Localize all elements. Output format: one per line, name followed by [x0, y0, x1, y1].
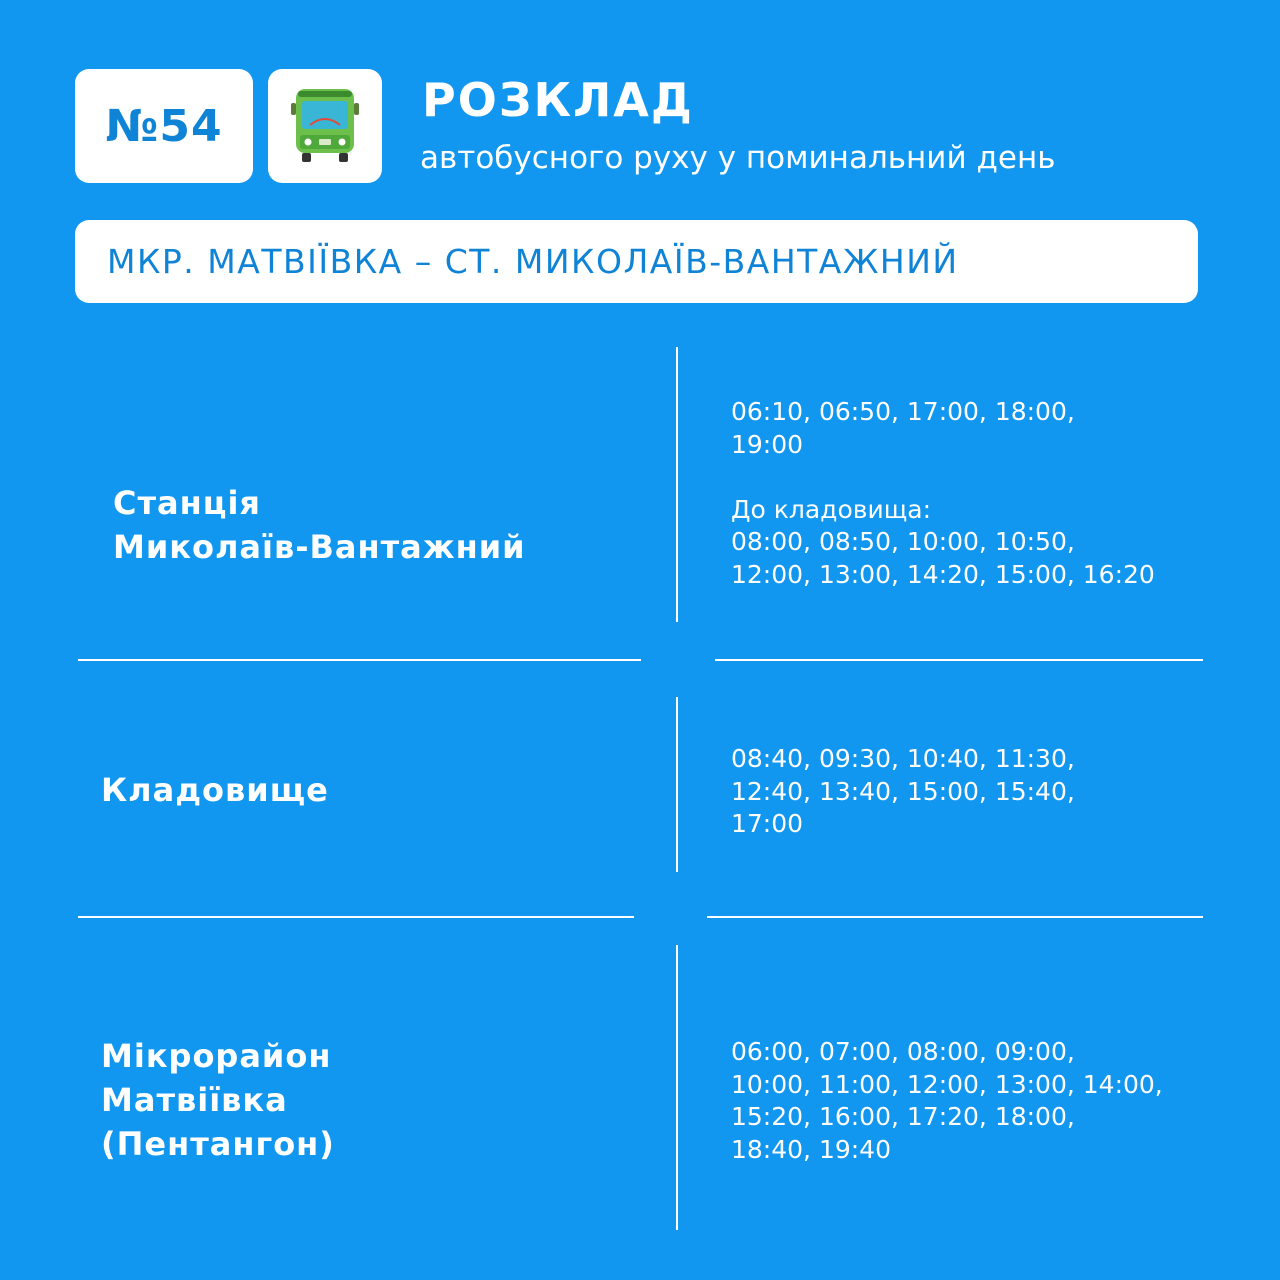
stop-times-microdistrict: 06:00, 07:00, 08:00, 09:00, 10:00, 11:00, 12:00, 13:00, 14:00, 15:20, 16:00, 17:20, 18:00, 18:40, 19:40: [731, 1037, 1163, 1164]
row-divider: [715, 659, 1203, 661]
route-bar: [75, 220, 1198, 303]
page-subtitle: автобусного руху у поминальний день: [420, 140, 1056, 176]
column-divider: [676, 697, 678, 872]
stop-name-microdistrict: Мікрорайон Матвіївка (Пентангон): [101, 1037, 335, 1163]
route-number: №54: [105, 100, 223, 152]
stop-times-cemetery: 08:40, 09:30, 10:40, 11:30, 12:40, 13:40, 15:00, 15:40, 17:00: [731, 744, 1075, 838]
row-divider: [707, 916, 1203, 918]
page-title: РОЗКЛАД: [422, 73, 694, 127]
stop-name-cemetery: Кладовище: [101, 771, 329, 809]
row-divider: [78, 916, 634, 918]
stop-note-times: 08:00, 08:50, 10:00, 10:50, 12:00, 13:00, 14:20, 15:00, 16:20: [731, 527, 1155, 589]
bus-icon-box: [268, 69, 382, 183]
column-divider: [676, 945, 678, 1230]
stop-times-station: 06:10, 06:50, 17:00, 18:00, 19:00: [731, 397, 1075, 459]
row-divider: [78, 659, 641, 661]
stop-name-station: Станція Миколаїв-Вантажний: [113, 484, 526, 566]
stop-note-label: До кладовища:: [731, 495, 932, 524]
bus-icon: [289, 87, 361, 165]
route-number-badge: [75, 69, 253, 183]
route-name: МКР. МАТВІЇВКА – СТ. МИКОЛАЇВ-ВАНТАЖНИЙ: [107, 242, 959, 281]
column-divider: [676, 347, 678, 622]
